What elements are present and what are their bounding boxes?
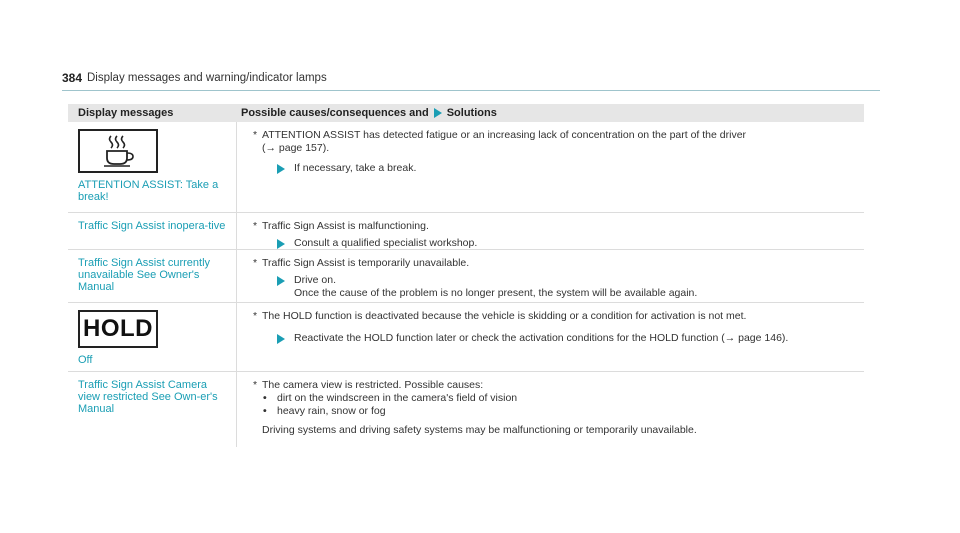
action-arrow-icon xyxy=(277,164,285,174)
solution-cell: * ATTENTION ASSIST has detected fatigue or an increasing lack of concentration on the part of the driver (→ page 157). If necessary, take a break. xyxy=(237,122,864,212)
message-cell xyxy=(68,250,237,302)
cause-text: ATTENTION ASSIST has detected fatigue or an increasing lack of concentration on the part of the driver xyxy=(262,129,747,141)
column-header-solutions: Possible causes/consequences and Solutions xyxy=(241,107,497,119)
action-text: Consult a qualified specialist workshop. xyxy=(294,237,478,249)
action-arrow-icon xyxy=(277,276,285,286)
page-header xyxy=(62,68,880,91)
cause-text: The camera view is restricted. Possible causes: xyxy=(262,379,484,391)
action-text: Reactivate the HOLD function later or check the activation conditions for the HOLD function (→ page 146). xyxy=(294,332,789,344)
action-arrow-icon xyxy=(277,239,285,249)
cause-text: Traffic Sign Assist is malfunctioning. xyxy=(262,220,429,232)
message-cell xyxy=(68,213,237,249)
table-row xyxy=(68,213,864,250)
message-text: Traffic Sign Assist currently unavailable See Owner's Manual xyxy=(78,257,211,293)
solution-arrow-icon xyxy=(434,108,442,118)
cause-text: Traffic Sign Assist is temporarily unavailable. xyxy=(262,257,470,269)
table-row xyxy=(68,303,864,372)
table-row xyxy=(68,122,864,213)
display-messages-table xyxy=(68,104,864,447)
column-header-messages: Display messages xyxy=(78,107,174,119)
table-row xyxy=(68,372,864,447)
action-text: Drive on. xyxy=(294,274,337,286)
solution-cell: * Traffic Sign Assist is malfunctioning. Consult a qualified specialist workshop. xyxy=(253,220,478,249)
message-cell xyxy=(68,372,237,447)
action-arrow-icon xyxy=(277,334,285,344)
solution-cell: * The HOLD function is deactivated because the vehicle is skidding or a condition for activation is not met. Reactivate the HOLD function later or check the activation conditions for the HOLD function (→ page 146). xyxy=(253,310,789,344)
solution-cell: * The camera view is restricted. Possible causes: • dirt on the windscreen in the camera's field of vision • heavy rain, snow or fog Driving systems and driving safety systems may be malfunctioning or temporarily unavailable. xyxy=(237,372,864,447)
message-text: Traffic Sign Assist inopera-tive xyxy=(78,220,226,232)
message-cell xyxy=(68,303,237,371)
page-number: 384 xyxy=(62,71,83,85)
table-row xyxy=(68,250,864,303)
note-text: Driving systems and driving safety systems may be malfunctioning or temporarily unavailable. xyxy=(262,424,697,436)
page-reference: (→ page 157). xyxy=(262,142,330,154)
message-text: Traffic Sign Assist Camera view restricted See Own-er's Manual xyxy=(78,379,218,415)
list-item: • heavy rain, snow or fog xyxy=(263,405,386,417)
cause-text: The HOLD function is deactivated because the vehicle is skidding or a condition for activation is not met. xyxy=(262,310,747,322)
table-header xyxy=(68,104,864,122)
solution-cell: * Traffic Sign Assist is temporarily unavailable. Drive on. Once the cause of the problem is no longer present, the system will be available again. xyxy=(253,257,698,299)
hold-icon: HOLD xyxy=(78,310,158,348)
page-title: Display messages and warning/indicator lamps xyxy=(87,72,327,84)
action-text: If necessary, take a break. xyxy=(294,162,417,174)
coffee-cup-icon xyxy=(78,129,158,173)
action-note: Once the cause of the problem is no longer present, the system will be available again. xyxy=(294,287,698,299)
list-item: • dirt on the windscreen in the camera's field of vision xyxy=(263,392,518,404)
message-cell xyxy=(68,122,237,212)
message-text: ATTENTION ASSIST: Take a break! xyxy=(78,179,219,203)
message-text: Off xyxy=(78,354,93,366)
